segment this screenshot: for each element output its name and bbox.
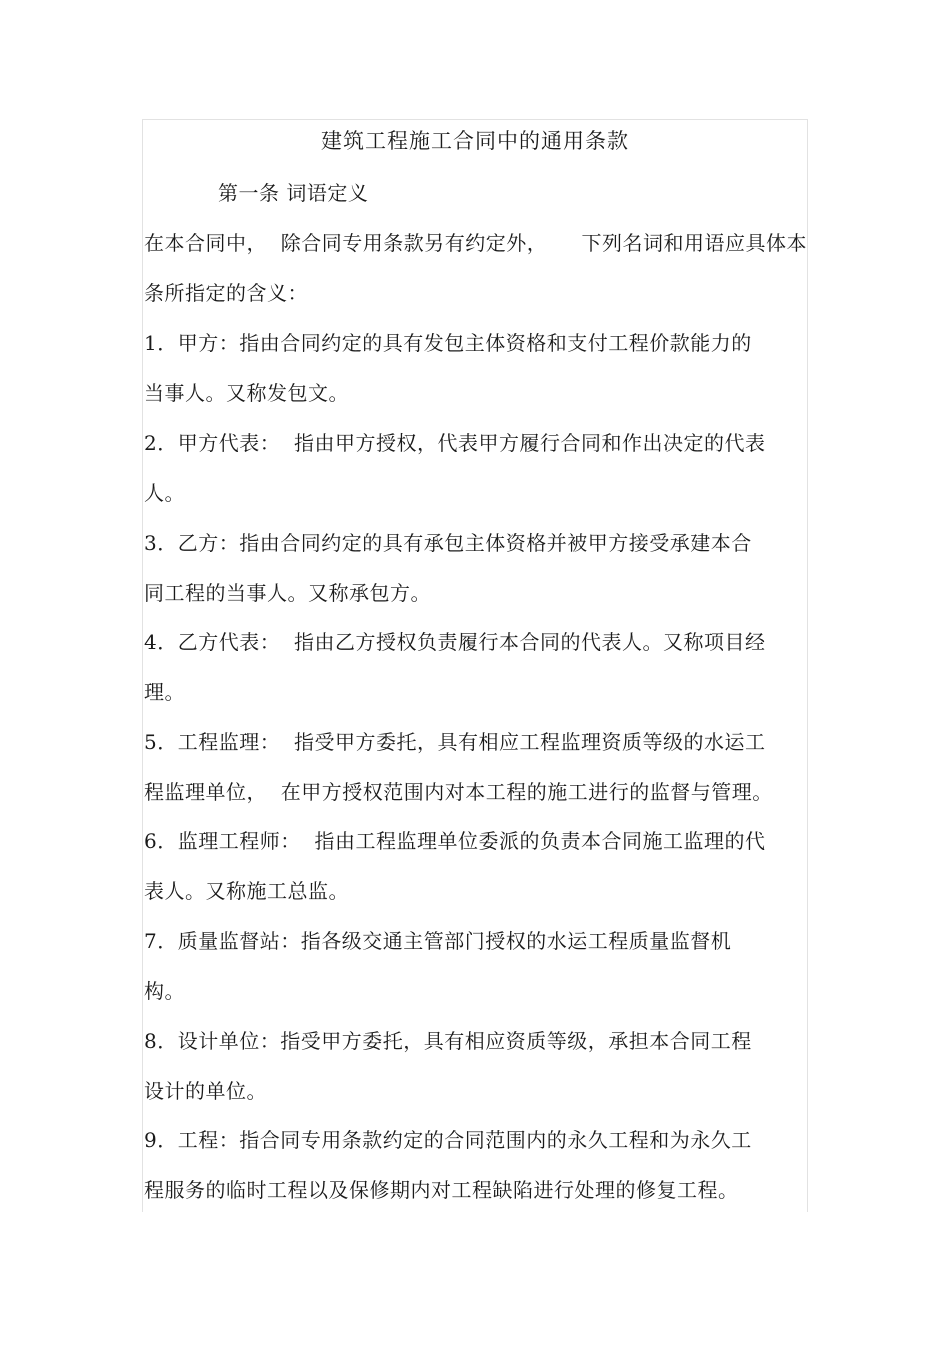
definition-line: 设计的单位。 bbox=[144, 1079, 267, 1103]
definition-line: 程监理单位， 在甲方授权范围内对本工程的施工进行的监督与管理。 bbox=[144, 780, 773, 804]
definition-line: 4．乙方代表： 指由乙方授权负责履行本合同的代表人。又称项目经 bbox=[144, 630, 766, 654]
definition-line: 6．监理工程师： 指由工程监理单位委派的负责本合同施工监理的代 bbox=[144, 829, 766, 853]
article-heading: 第一条 词语定义 bbox=[218, 181, 369, 205]
definition-line: 9．工程：指合同专用条款约定的合同范围内的永久工程和为永久工 bbox=[144, 1128, 752, 1152]
definition-line: 7．质量监督站：指各级交通主管部门授权的水运工程质量监督机 bbox=[144, 929, 732, 953]
intro-line-1: 在本合同中， 除合同专用条款另有约定外， 下列名词和用语应具体本 bbox=[144, 231, 808, 255]
definition-line: 表人。又称施工总监。 bbox=[144, 879, 349, 903]
definition-line: 程服务的临时工程以及保修期内对工程缺陷进行处理的修复工程。 bbox=[144, 1178, 739, 1202]
definition-line: 5．工程监理： 指受甲方委托，具有相应工程监理资质等级的水运工 bbox=[144, 730, 766, 754]
definition-line: 8．设计单位：指受甲方委托，具有相应资质等级，承担本合同工程 bbox=[144, 1029, 752, 1053]
document-title: 建筑工程施工合同中的通用条款 bbox=[321, 129, 629, 153]
definition-line: 2．甲方代表： 指由甲方授权，代表甲方履行合同和作出决定的代表 bbox=[144, 431, 766, 455]
definition-line: 3．乙方：指由合同约定的具有承包主体资格并被甲方接受承建本合 bbox=[144, 531, 752, 555]
definition-line: 人。 bbox=[144, 481, 185, 505]
definition-line: 同工程的当事人。又称承包方。 bbox=[144, 581, 431, 605]
definition-line: 构。 bbox=[144, 979, 185, 1003]
definition-line: 理。 bbox=[144, 680, 185, 704]
intro-line-2: 条所指定的含义： bbox=[144, 281, 308, 305]
definition-line: 1．甲方：指由合同约定的具有发包主体资格和支付工程价款能力的 bbox=[144, 331, 752, 355]
definition-line: 当事人。又称发包文。 bbox=[144, 381, 349, 405]
